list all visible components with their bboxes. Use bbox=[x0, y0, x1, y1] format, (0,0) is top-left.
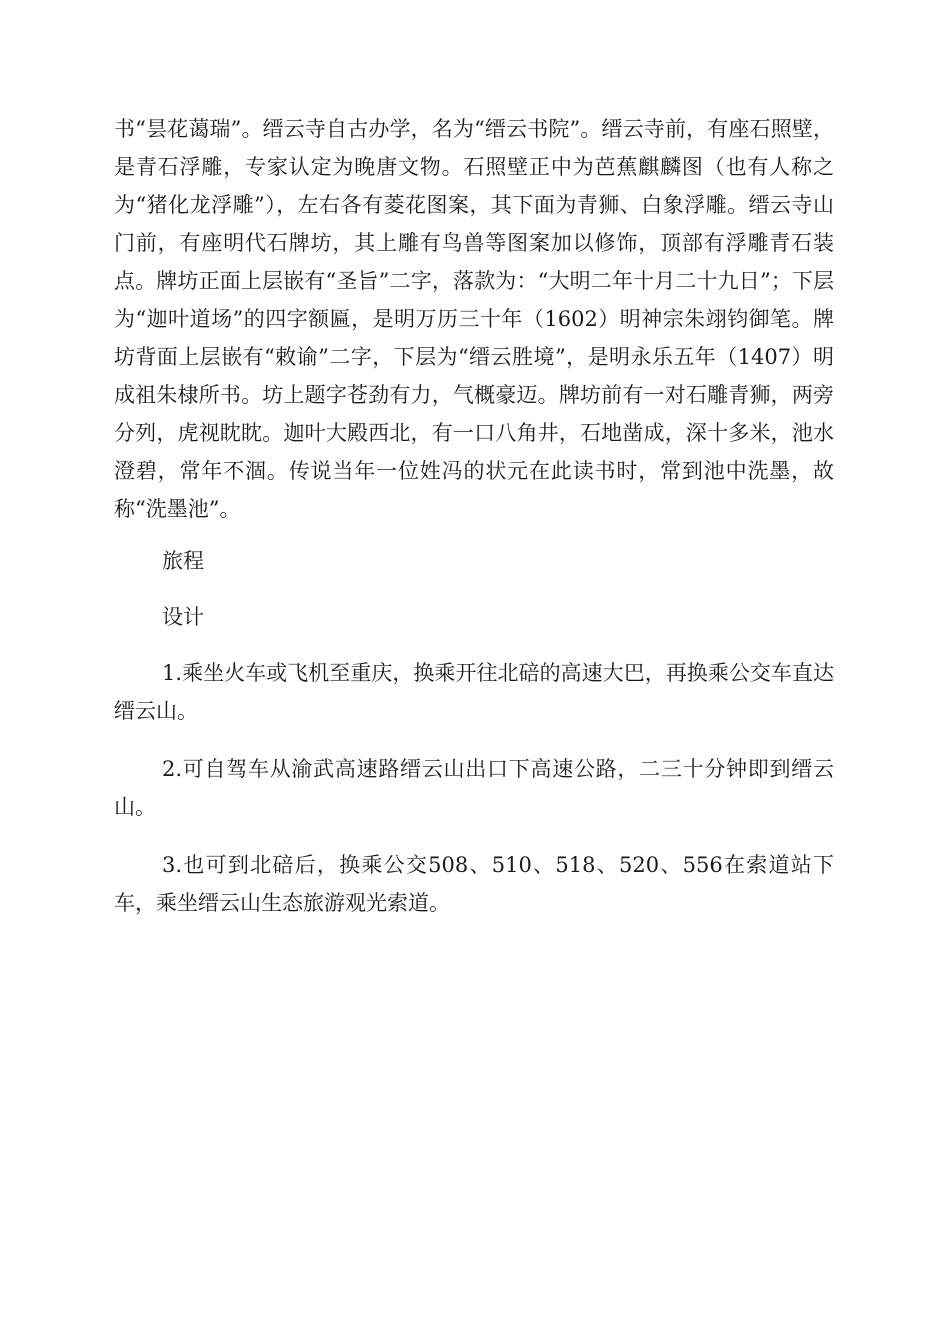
list-item: 1.乘坐火车或飞机至重庆，换乘开往北碚的高速大巴，再换乘公交车直达缙云山。 bbox=[114, 661, 834, 723]
list-item: 3.也可到北碚后，换乘公交508、510、518、520、556在索道站下车，乘坐缙云山生态旅游观光索道。 bbox=[114, 853, 834, 915]
section-heading-line-2: 设计 bbox=[162, 605, 204, 629]
intro-paragraph: 书“昙花蔼瑞”。缙云寺自古办学，名为“缙云书院”。缙云寺前，有座石照壁，是青石浮雕，专家认定为晚唐文物。石照壁正中为芭蕉麒麟图（也有人称之为“猪化龙浮雕”），左右各有菱花图案，其下面为青狮、白象浮雕。缙云寺山门前，有座明代石牌坊，其上雕有鸟兽等图案加以修饰，顶部有浮雕青石装点。牌坊正面上层嵌有“圣旨”二字，落款为：“大明二年十月二十九日”；下层为“迦叶道场”的四字额匾，是明万历三十年（1602）明神宗朱翊钧御笔。牌坊背面上层嵌有“敕谕”二字，下层为“缙云胜境”，是明永乐五年（1407）明成祖朱棣所书。坊上题字苍劲有力，气概豪迈。牌坊前有一对石雕青狮，两旁分列，虎视眈眈。迦叶大殿西北，有一口八角井，石地凿成，深十多米，池水澄碧，常年不涸。传说当年一位姓冯的状元在此读书时，常到池中洗墨，故称“洗墨池”。 bbox=[114, 117, 834, 521]
section-heading-line-1: 旅程 bbox=[162, 549, 204, 573]
list-item: 2.可自驾车从渝武高速路缙云山出口下高速公路，二三十分钟即到缙云山。 bbox=[114, 757, 834, 819]
document-page bbox=[114, 110, 834, 922]
